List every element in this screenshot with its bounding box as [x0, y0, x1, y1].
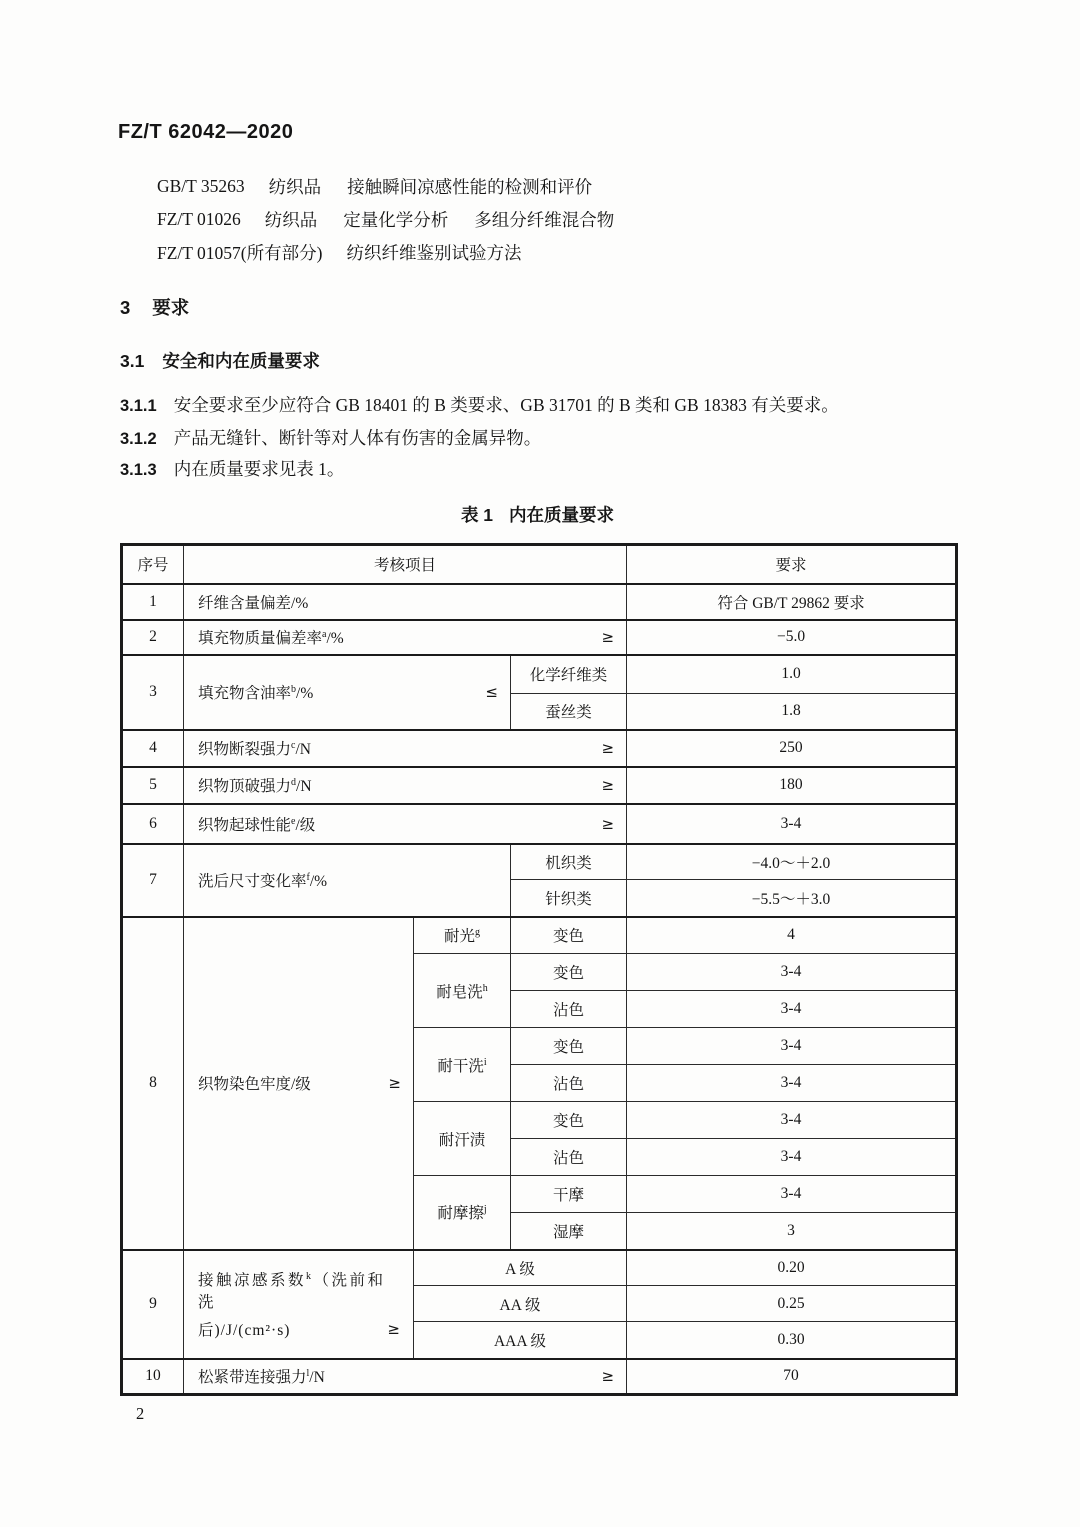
- sub-category: 蚕丝类: [511, 694, 627, 730]
- fastness-group: 耐皂洗$^h$: [414, 954, 511, 1028]
- requirement-value: 3: [627, 1213, 957, 1250]
- reference-part: 纺织品: [268, 177, 322, 197]
- item-label-cell: [184, 655, 511, 730]
- item-label: 填充物含油率$^b$/%: [198, 683, 314, 702]
- fastness-group: 耐光$^g$: [414, 917, 511, 954]
- item-label: 织物顶破强力$^d$/N: [198, 776, 312, 795]
- clause-3-1-3: [120, 456, 344, 481]
- section-3-1-heading: [120, 348, 320, 373]
- reference-code: GB/T 35263: [157, 176, 245, 196]
- clause-text: 内在质量要求见表 1。: [173, 459, 345, 479]
- ge-operator: ≥: [601, 814, 615, 833]
- requirement-value: 符合 GB/T 29862 要求: [627, 584, 957, 620]
- reference-part: 纺织纤维鉴别试验方法: [346, 243, 522, 263]
- clause-number: 3.1.3: [120, 461, 157, 479]
- row-number: 2: [122, 620, 184, 655]
- item-label-cell: [184, 620, 627, 655]
- clause-3-1-2: [120, 425, 541, 450]
- col-header-req: 要求: [627, 545, 957, 584]
- references-list: [157, 170, 618, 269]
- item-label-cell: [184, 844, 511, 917]
- requirement-value: 3-4: [627, 954, 957, 991]
- requirement-value: −5.5～＋3.0: [627, 880, 957, 917]
- requirement-value: 180: [627, 767, 957, 804]
- table-row: [122, 917, 957, 954]
- sub-category: 变色: [511, 954, 627, 991]
- reference-item: [157, 236, 618, 269]
- section-number: 3.1: [120, 351, 145, 371]
- col-header-no: 序号: [122, 545, 184, 584]
- item-label: 纤维含量偏差/%: [198, 594, 309, 612]
- reference-part: 接触瞬间凉感性能的检测和评价: [347, 177, 593, 197]
- item-label: 松紧带连接强力$^l$/N: [198, 1368, 325, 1387]
- ge-operator: ≥: [387, 1320, 401, 1338]
- item-label: 洗后尺寸变化率$^f$/%: [198, 871, 328, 890]
- page-number: 2: [136, 1404, 145, 1423]
- section-number: 3: [120, 297, 131, 318]
- requirement-value: 70: [627, 1359, 957, 1395]
- sub-category: 沾色: [511, 1139, 627, 1176]
- table-row: [122, 730, 957, 767]
- table-row: [122, 844, 957, 880]
- col-header-item: 考核项目: [184, 545, 627, 584]
- row-number: 5: [122, 767, 184, 804]
- section-title: 安全和内在质量要求: [162, 351, 320, 371]
- sub-category: 沾色: [511, 991, 627, 1028]
- reference-part: 纺织品: [264, 210, 318, 230]
- requirement-value: 3-4: [627, 1028, 957, 1065]
- le-operator: ≤: [485, 683, 498, 701]
- grade-label: AAA 级: [414, 1322, 627, 1359]
- clause-text: 产品无缝针、断针等对人体有伤害的金属异物。: [173, 428, 542, 448]
- item-label: 织物染色牢度/级: [198, 1076, 311, 1093]
- requirement-value: 250: [627, 730, 957, 767]
- reference-part: 多组分纤维混合物: [474, 210, 615, 230]
- item-label: 织物起球性能$^e$/级: [198, 815, 316, 834]
- sub-category: 湿摩: [511, 1213, 627, 1250]
- sub-category: 针织类: [511, 880, 627, 917]
- ge-operator: ≥: [601, 1367, 615, 1386]
- table-title: [120, 502, 955, 527]
- section-title: 要求: [152, 297, 190, 318]
- requirement-value: 4: [627, 917, 957, 954]
- clause-3-1-1: [120, 392, 839, 417]
- requirement-value: 3-4: [627, 1176, 957, 1213]
- requirement-value: 1.0: [627, 655, 957, 694]
- fastness-group: 耐摩擦$^j$: [414, 1176, 511, 1250]
- item-label: 填充物质量偏差率$^a$/%: [198, 628, 344, 647]
- item-label-cell: [184, 1250, 414, 1359]
- sub-category: 化学纤维类: [511, 655, 627, 694]
- reference-part: 定量化学分析: [343, 210, 449, 230]
- item-label-cell: [184, 584, 627, 620]
- requirement-value: −5.0: [627, 620, 957, 655]
- clause-number: 3.1.1: [120, 397, 157, 415]
- requirement-value: 3-4: [627, 804, 957, 844]
- requirement-value: 3-4: [627, 991, 957, 1028]
- table-row: [122, 655, 957, 694]
- quality-requirements-table: [120, 543, 958, 1396]
- sub-category: 变色: [511, 917, 627, 954]
- row-number: 7: [122, 844, 184, 917]
- requirement-value: 0.25: [627, 1286, 957, 1322]
- requirement-value: 3-4: [627, 1065, 957, 1102]
- requirement-value: 1.8: [627, 694, 957, 730]
- item-label-cell: [184, 804, 627, 844]
- table-header-row: [122, 545, 957, 584]
- ge-operator: ≥: [388, 1074, 401, 1092]
- sub-category: 沾色: [511, 1065, 627, 1102]
- item-label-cell: [184, 730, 627, 767]
- fastness-group: 耐汗渍: [414, 1102, 511, 1176]
- sub-category: 变色: [511, 1028, 627, 1065]
- row-number: 4: [122, 730, 184, 767]
- table-row: [122, 804, 957, 844]
- table-row: [122, 620, 957, 655]
- row-number: 9: [122, 1250, 184, 1359]
- ge-operator: ≥: [601, 776, 615, 794]
- item-label: 接触凉感系数$^k$（洗前和洗: [198, 1270, 386, 1311]
- reference-item: [157, 203, 618, 236]
- sub-category: 干摩: [511, 1176, 627, 1213]
- row-number: 3: [122, 655, 184, 730]
- grade-label: A 级: [414, 1250, 627, 1286]
- item-label-cell: [184, 1359, 627, 1395]
- sub-category: 机织类: [511, 844, 627, 880]
- ge-operator: ≥: [601, 739, 615, 757]
- requirement-value: 3-4: [627, 1102, 957, 1139]
- clause-text: 安全要求至少应符合 GB 18401 的 B 类要求、GB 31701 的 B 类和 GB 18383 有关要求。: [173, 395, 839, 415]
- table-row: [122, 1359, 957, 1395]
- table-row: [122, 767, 957, 804]
- item-label-cell: [184, 767, 627, 804]
- fastness-group: 耐干洗$^i$: [414, 1028, 511, 1102]
- grade-label: AA 级: [414, 1286, 627, 1322]
- reference-item: [157, 170, 618, 203]
- section-3-heading: [120, 294, 189, 320]
- table-row: [122, 584, 957, 620]
- row-number: 1: [122, 584, 184, 620]
- sub-category: 变色: [511, 1102, 627, 1139]
- ge-operator: ≥: [601, 628, 615, 646]
- reference-code: FZ/T 01026: [157, 209, 241, 229]
- table-title-text: 内在质量要求: [509, 505, 615, 525]
- row-number: 8: [122, 917, 184, 1250]
- item-label: 织物断裂强力$^c$/N: [198, 739, 311, 758]
- requirement-value: 0.30: [627, 1322, 957, 1359]
- item-label-cell: [184, 917, 414, 1250]
- requirement-value: 3-4: [627, 1139, 957, 1176]
- item-label: 后)/J/(cm²·s) ≥: [198, 1320, 401, 1339]
- table-title-number: 表 1: [460, 505, 494, 525]
- requirement-value: −4.0～＋2.0: [627, 844, 957, 880]
- clause-number: 3.1.2: [120, 430, 157, 448]
- row-number: 10: [122, 1359, 184, 1395]
- requirement-value: 0.20: [627, 1250, 957, 1286]
- doc-code: FZ/T 62042—2020: [118, 121, 294, 143]
- reference-code: FZ/T 01057(所有部分): [157, 243, 323, 263]
- row-number: 6: [122, 804, 184, 844]
- table-row: [122, 1250, 957, 1286]
